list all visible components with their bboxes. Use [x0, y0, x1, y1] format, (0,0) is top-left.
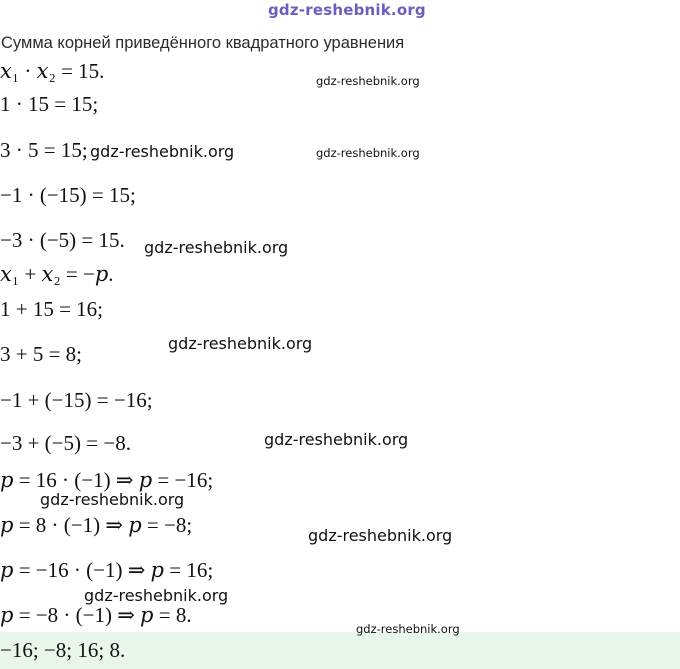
- equation-line-14: 𝑝 = −8 · (−1) ⇒ 𝑝 = 8.: [0, 603, 192, 627]
- equation-line-9: −1 + (−15) = −16;: [0, 388, 153, 412]
- watermark: gdz-reshebnik.org: [264, 430, 409, 449]
- equation-line-3: 3 · 5 = 15;: [0, 138, 88, 162]
- watermark: gdz-reshebnik.org: [144, 238, 289, 257]
- watermark-top: gdz-reshebnik.org: [268, 1, 426, 19]
- watermark: gdz-reshebnik.org: [40, 490, 185, 509]
- watermark: gdz-reshebnik.org: [356, 622, 460, 636]
- equation-line-8: 3 + 5 = 8;: [0, 342, 83, 366]
- equation-line-6: 𝑥₁ + 𝑥₂ = −𝑝.: [0, 262, 114, 286]
- answer-band: [0, 632, 680, 669]
- equation-line-13: 𝑝 = −16 · (−1) ⇒ 𝑝 = 16;: [0, 558, 214, 582]
- equation-line-11: 𝑝 = 16 · (−1) ⇒ 𝑝 = −16;: [0, 468, 214, 492]
- equation-line-2: 1 · 15 = 15;: [0, 92, 99, 116]
- equation-line-1: 𝑥₁ · 𝑥₂ = 15.: [0, 59, 105, 83]
- equation-line-12: 𝑝 = 8 · (−1) ⇒ 𝑝 = −8;: [0, 513, 193, 537]
- watermark: gdz-reshebnik.org: [316, 74, 420, 88]
- watermark: gdz-reshebnik.org: [90, 142, 235, 161]
- watermark: gdz-reshebnik.org: [168, 334, 313, 353]
- equation-line-7: 1 + 15 = 16;: [0, 297, 104, 321]
- equation-line-5: −3 · (−5) = 15.: [0, 228, 125, 252]
- answer-text: −16; −8; 16; 8.: [0, 638, 126, 662]
- equation-line-10: −3 + (−5) = −8.: [0, 431, 131, 455]
- watermark: gdz-reshebnik.org: [84, 586, 229, 605]
- equation-line-4: −1 · (−15) = 15;: [0, 183, 136, 207]
- intro-text: Сумма корней приведённого квадратного уравнения: [1, 34, 405, 52]
- watermark: gdz-reshebnik.org: [308, 526, 453, 545]
- watermark: gdz-reshebnik.org: [316, 146, 420, 160]
